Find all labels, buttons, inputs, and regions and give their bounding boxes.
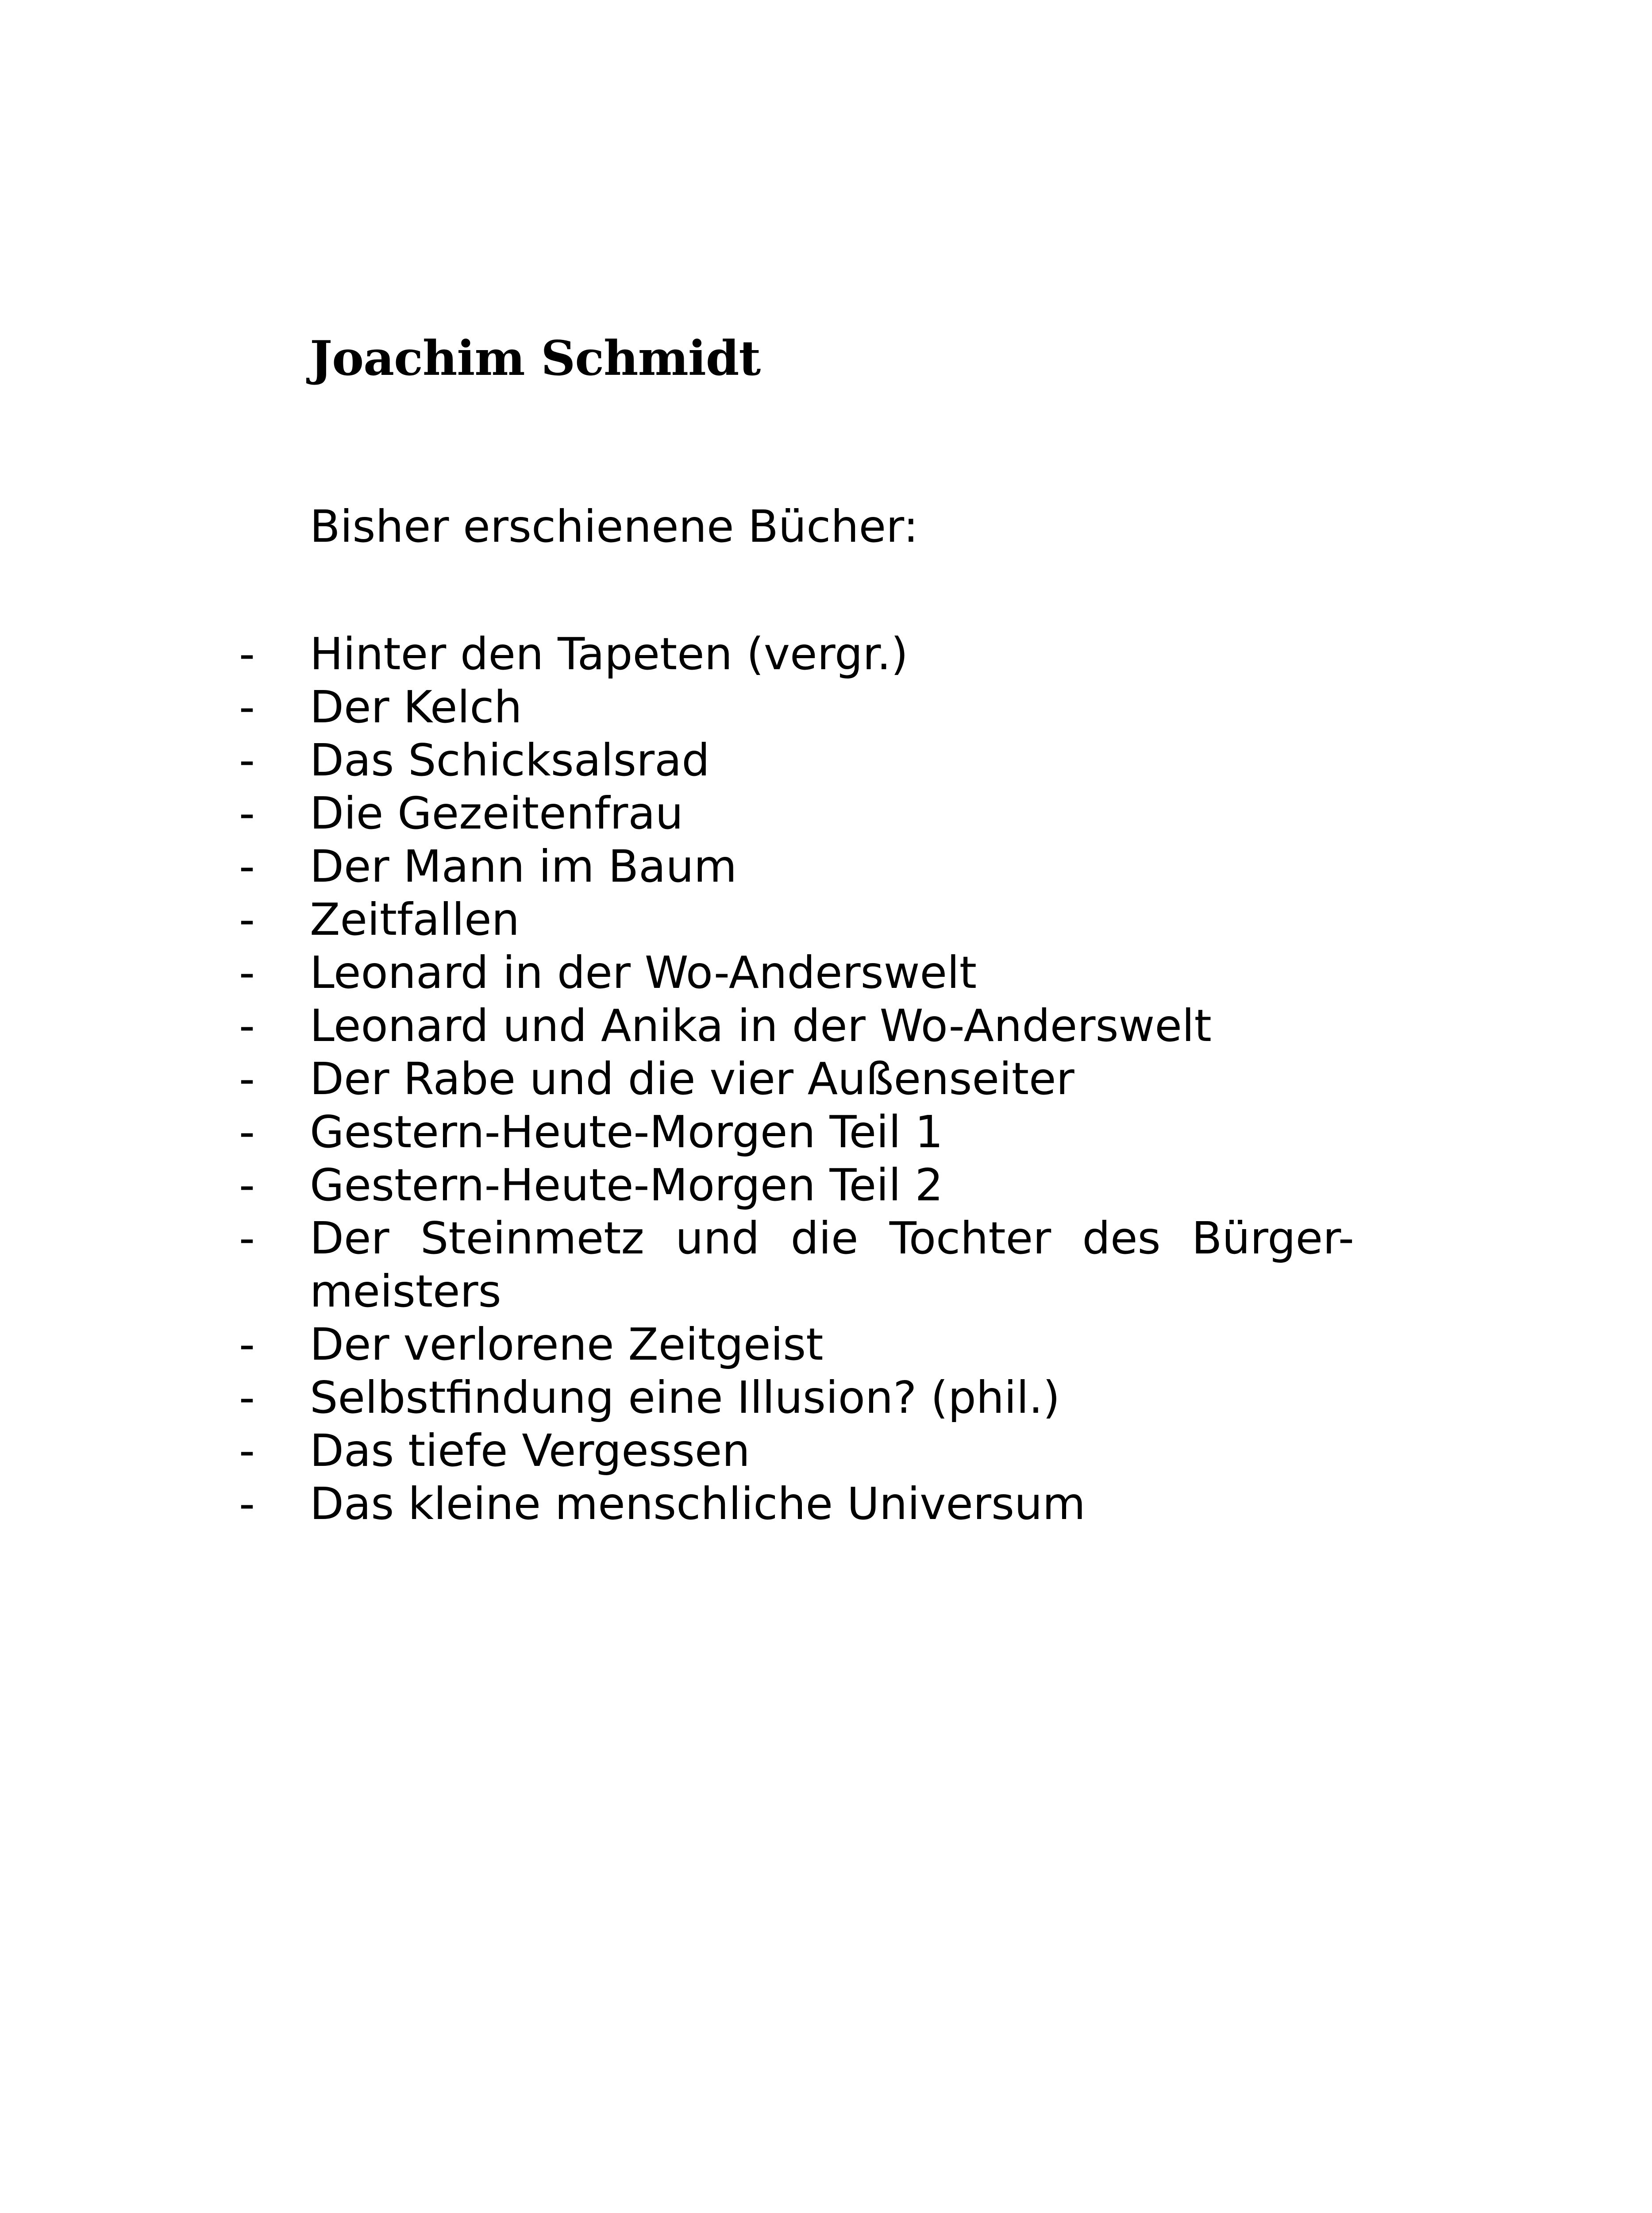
book-title: Leonard in der Wo-Anderswelt <box>310 947 977 999</box>
book-title: Der Rabe und die vier Außenseiter <box>310 1053 1074 1105</box>
book-item <box>239 1053 1354 1106</box>
list-dash: - <box>239 1053 255 1105</box>
book-title: Der Kelch <box>310 681 522 733</box>
list-dash: - <box>239 1159 255 1211</box>
book-title: Das tiefe Vergessen <box>310 1425 750 1477</box>
list-dash: - <box>239 1000 255 1052</box>
list-dash: - <box>239 947 255 999</box>
list-dash: - <box>239 1212 255 1264</box>
book-title: Selbstfindung eine Illusion? (phil.) <box>310 1372 1060 1423</box>
book-item <box>239 840 1354 893</box>
list-dash: - <box>239 1372 255 1423</box>
book-item <box>239 1477 1354 1531</box>
book-title: Zeitfallen <box>310 894 520 945</box>
list-dash: - <box>239 1106 255 1158</box>
author-name: Joachim Schmidt <box>310 331 761 386</box>
book-title: Das kleine menschliche Universum <box>310 1478 1086 1530</box>
list-dash: - <box>239 1425 255 1477</box>
list-dash: - <box>239 734 255 786</box>
book-item <box>239 1318 1354 1371</box>
book-item <box>239 1159 1354 1212</box>
book-title: Das Schicksalsrad <box>310 734 710 786</box>
book-title: Leonard und Anika in der Wo-Anderswelt <box>310 1000 1212 1052</box>
book-item <box>239 1424 1354 1477</box>
book-title: Gestern-Heute-Morgen Teil 2 <box>310 1159 943 1211</box>
book-item <box>239 1212 1354 1318</box>
book-item <box>239 893 1354 946</box>
list-dash: - <box>239 894 255 945</box>
list-dash: - <box>239 628 255 680</box>
book-title: Gestern-Heute-Morgen Teil 1 <box>310 1106 943 1158</box>
book-title: Der Steinmetz und die Tochter des Bürger- meisters <box>310 1212 1354 1317</box>
book-item <box>239 681 1354 734</box>
book-title: Der Mann im Baum <box>310 840 737 892</box>
list-dash: - <box>239 787 255 839</box>
book-item <box>239 1371 1354 1424</box>
book-title: Hinter den Tapeten (vergr.) <box>310 628 909 680</box>
list-dash: - <box>239 681 255 733</box>
book-item <box>239 946 1354 999</box>
book-item <box>239 628 1354 681</box>
book-item <box>239 1106 1354 1159</box>
book-item <box>239 999 1354 1053</box>
book-item <box>239 787 1354 840</box>
books-intro: Bisher erschienene Bücher: <box>310 501 919 552</box>
book-list <box>239 628 1354 1531</box>
list-dash: - <box>239 1319 255 1370</box>
book-title: Der verlorene Zeitgeist <box>310 1319 824 1370</box>
list-dash: - <box>239 1478 255 1530</box>
book-item <box>239 734 1354 787</box>
list-dash: - <box>239 840 255 892</box>
book-title: Die Gezeitenfrau <box>310 787 683 839</box>
